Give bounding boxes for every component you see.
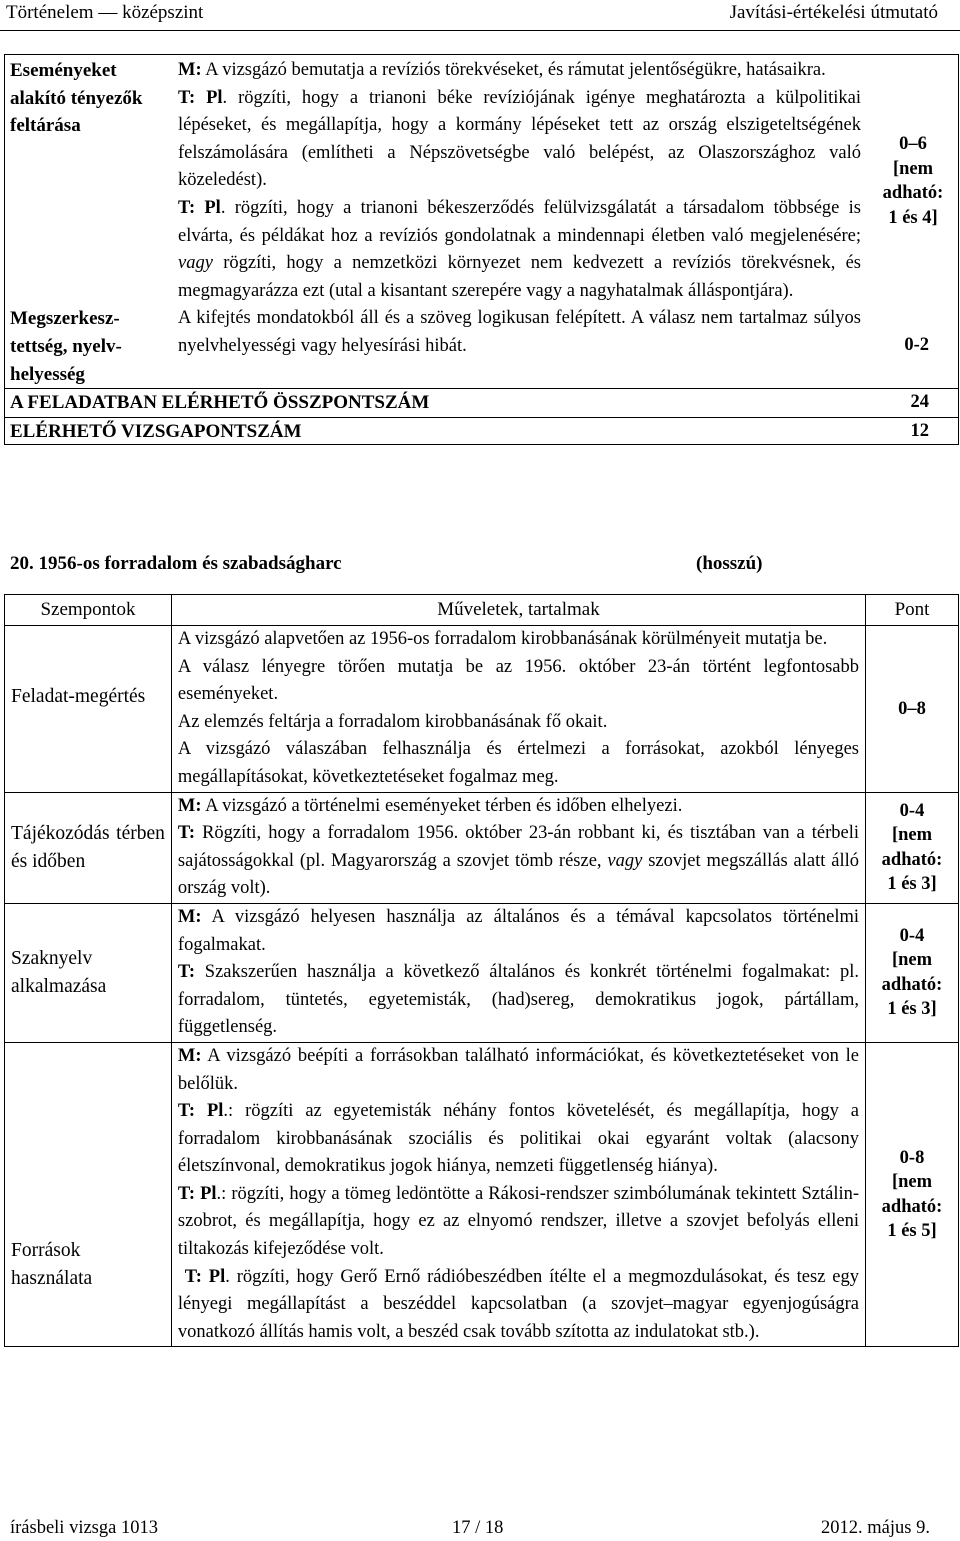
table-row	[5, 903, 959, 1042]
score-cell: 0–6 [nem adható: 1 és 4]	[882, 134, 944, 228]
table-header-row	[5, 595, 959, 626]
footer-date: 2012. május 9.	[821, 1518, 930, 1538]
total-task-value: 24	[867, 389, 959, 418]
table-row	[5, 792, 959, 903]
page-header	[0, 0, 960, 32]
header-subject: Történelem — középszint	[6, 2, 204, 23]
footer-exam-id: írásbeli vizsga 1013	[10, 1518, 158, 1538]
score-cell: 0-4 [nem adható: 1 és 3]	[866, 792, 959, 903]
score-cell: 0-2	[904, 335, 929, 356]
total-task-row	[4, 389, 959, 418]
continuation-table	[4, 57, 959, 445]
header-doc-type: Javítási-értékelési útmutató	[729, 2, 938, 23]
content-cell: M: A vizsgázó beépíti a forrásokban található információkat, és következtetéseket von le belőlük. T: Pl.: rögzíti az egyetemisták néhány fontos követelését, és megállapítja, hogy a forradalom kirobbanásának szociális és politikai okai egyaránt voltak (alacsony életszínvonal, demokratikus jogok hiánya, nemzeti függetlenség hiánya). T: Pl.: rögzíti, hogy a tömeg ledöntötte a Rákosi-rendszer szimbólumának tekintett Sztálin-szobrot, és megállapítja, hogy ez az elnyomó rendszer, illetve a szovjet befolyás elleni tiltakozás kifejeződése volt. T: Pl. rögzíti, hogy Gerő Ernő rádióbeszédben ítélte el a megmozdulásokat, és tesz egy lényegi megállapítást a beszéddel kapcsolatban (a szovjet–magyar egyenjogúságra vonatkozó állítás hamis volt, a beszéd csak tovább szította az indulatokat stb.).	[171, 1042, 865, 1347]
table-row	[5, 1042, 959, 1347]
table-row	[5, 626, 959, 793]
content-cell: M: A vizsgázó bemutatja a revíziós törekvéseket, és rámutat jelentőségükre, hatásaikra. T: Pl. rögzíti, hogy a trianoni béke revíziójának igénye meghatározta a külpolitikai lépéseket, és megállapítja, hogy a kormány lépéseket tett az ország elszigeteltségének felszámolására (említheti a Népszövetségbe való belépést, az Olaszországhoz való közeledést). T: Pl. rögzíti, hogy a trianoni békeszerződés felülvizsgálatát a társadalom többsége is elvárta, és példákat hoz a revíziós gondolatnak a mindennapi életben való megjelenésére; vagy rögzíti, hogy a nemzetközi környezet nem kedvezett a revíziós törekvésnek, és megmagyarázza ezt (utal a kisantant szerepére vagy a nagyhatalmak álláspontjára).	[178, 60, 861, 301]
column-header-points: Pont	[866, 595, 959, 626]
header-rule	[0, 30, 960, 31]
page-number: 17 / 18	[452, 1518, 504, 1538]
score-cell: 0-4 [nem adható: 1 és 3]	[866, 903, 959, 1042]
criterion-cell: Eseményeket alakító tényezők feltárása	[10, 60, 143, 137]
content-cell: M: A vizsgázó a történelmi eseményeket térben és időben elhelyezi. T: Rögzíti, hogy a forradalom 1956. október 23-án robbant ki, és tisztában van a térbeli sajátosságokkal (pl. Magyarország a szovjet tömb része, vagy szovjet megszállás alatt álló ország volt).	[171, 792, 865, 903]
total-exam-value: 12	[867, 417, 959, 445]
criterion-cell: Megszerkesz-tettség, nyelv-helyesség	[10, 308, 122, 385]
column-header-criteria: Szempontok	[5, 595, 172, 626]
section-type: (hosszú)	[696, 553, 763, 574]
criterion-cell: Feladat-megértés	[5, 626, 172, 793]
section-heading: 20. 1956-os forradalom és szabadságharc	[10, 553, 342, 574]
section-title	[10, 553, 810, 575]
criterion-cell: Szaknyelv alkalmazása	[5, 903, 172, 1042]
score-cell: 0-8 [nem adható: 1 és 5]	[866, 1042, 959, 1347]
criterion-cell: Tájékozódás térben és időben	[5, 792, 172, 903]
table-row	[4, 305, 959, 388]
total-task-label: A FELADATBAN ELÉRHETŐ ÖSSZPONTSZÁM	[4, 389, 867, 418]
content-cell: A vizsgázó alapvetően az 1956-os forradalom kirobbanásának körülményeit mutatja be. A válasz lényegre törően mutatja be az 1956. október 23-án történt legfontosabb eseményeket. Az elemzés feltárja a forradalom kirobbanásának fő okait. A vizsgázó válaszában felhasználja és értelmezi a forrásokat, azokból lényeges megállapításokat, következtetéseket fogalmaz meg.	[171, 626, 865, 793]
page-footer	[10, 1518, 930, 1539]
table-row	[4, 57, 959, 305]
criterion-cell: Források használata	[5, 1042, 172, 1347]
scoring-table	[4, 594, 959, 1347]
total-exam-label: ELÉRHETŐ VIZSGAPONTSZÁM	[4, 417, 867, 445]
score-cell: 0–8	[866, 626, 959, 793]
total-exam-row	[4, 417, 959, 445]
column-header-content: Műveletek, tartalmak	[171, 595, 865, 626]
content-cell: A kifejtés mondatokból áll és a szöveg logikusan felépített. A válasz nem tartalmaz súlyos nyelvhelyességi vagy helyesírási hibát.	[178, 308, 861, 356]
content-cell: M: A vizsgázó helyesen használja az általános és a témával kapcsolatos történelmi fogalmakat. T: Szakszerűen használja a következő általános és konkrét történelmi fogalmakat: pl. forradalom, tüntetés, egyetemisták, (had)sereg, demokratikus jogok, pártállam, függetlenség.	[171, 903, 865, 1042]
